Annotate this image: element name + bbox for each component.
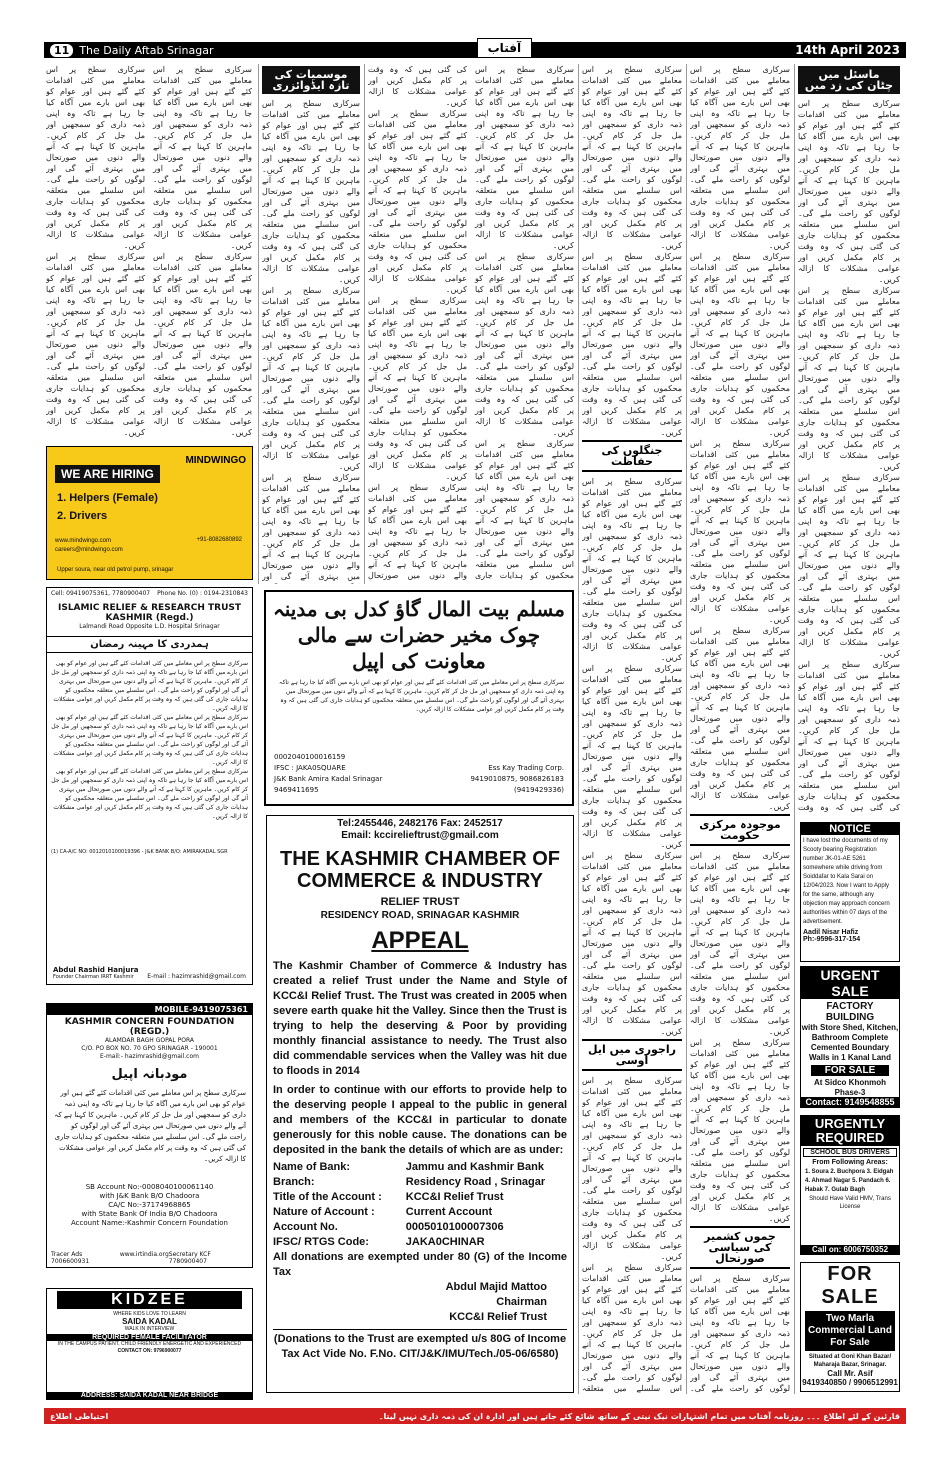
page-footer [44, 1408, 906, 1424]
detail-value: Residency Road , Srinagar [405, 1176, 546, 1188]
page-header [44, 42, 906, 58]
areas-list: 1. Soura 2. Buchpora 3. Eidgah 4. Ahmad Nagar 5. Pandach 6. Habak 7. Gulab Bagh [805, 1169, 894, 1193]
website-link[interactable]: www.irtindia.org [119, 1251, 169, 1258]
article-body: سرکاری سطح پر اس معاملے میں کئی اقدامات کئے گئے ہیں اور عوام کو بھی اس بارے میں آگاہ کیا جا رہا ہے تاکہ وہ اپنی ذمہ داری کو سمجھیں اور مل جل کر کام کریں۔ ماہرین کا کہنا ہے کہ آنے والے دنوں میں صورتحال میں بہتری آئے گی اور لوگوں کو راحت ملے گی۔ اس سلسلے میں متعلقہ محکموں کو ہدایات جاری کی گئی ہیں کہ وہ وقت پر کام مکمل کریں اور عوامی مشکلات کا ازالہ کریں۔ [690, 439, 790, 624]
appeal-body: سرکاری سطح پر اس معاملے میں کئی اقدامات کئے گئے ہیں اور عوام کو بھی اس بارے میں آگاہ کیا جا رہا ہے تاکہ وہ اپنی ذمہ داری کو سمجھیں اور مل جل کر کام کریں۔ ماہرین کا کہنا ہے کہ آنے والے دنوں میں صورتحال میں بہتری آئے گی اور لوگوں کو راحت ملے گی۔ اس سلسلے میں متعلقہ محکموں کو ہدایات جاری کی گئی ہیں کہ وہ وقت پر کام مکمل کریں اور عوامی مشکلات کا ازالہ کریں۔ [54, 1089, 246, 1163]
page-number: 11 [50, 44, 73, 57]
hiring-ad [46, 446, 253, 580]
hiring-contact [55, 537, 123, 555]
article-body: سرکاری سطح پر اس معاملے میں کئی اقدامات کئے گئے ہیں اور عوام کو بھی اس بارے میں آگاہ کیا جا رہا ہے تاکہ وہ اپنی ذمہ داری کو سمجھیں اور مل جل کر کام کریں۔ ماہرین کا کہنا ہے کہ آنے والے دنوں میں صورتحال میں بہتری آئے گی اور لوگوں کو راحت ملے گی۔ اس سلسلے میں متعلقہ محکموں کو ہدایات جاری کی گئی ہیں کہ وہ وقت پر کام مکمل کریں اور عوامی مشکلات کا ازالہ کریں۔ [798, 286, 900, 471]
for-sale-ad [800, 1262, 900, 1392]
bank-detail-row [273, 1190, 549, 1205]
detail-label: Nature of Account : [273, 1206, 375, 1218]
article-headline: موسمیات کی تازہ ایڈوائزری [262, 66, 360, 94]
org-title: ISLAMIC RELIEF & RESEARCH TRUST KASHMIR (Regd.) [57, 603, 242, 623]
signer-org: KCC&I Relief Trust [449, 1311, 547, 1323]
bank-detail-row [273, 1220, 549, 1235]
paper-name: The Daily Aftab Srinagar [79, 43, 214, 57]
brand-name: MINDWINGO [185, 455, 246, 466]
kcci-appeal-ad [266, 815, 574, 1393]
bank-accounts: (1) CA-A/C NO: 0012010100019396 - J&K BANK B/O: AMIRAKADAL SGR [51, 849, 228, 855]
detail-value: 0005010100007306 [405, 1221, 504, 1233]
article-body: سرکاری سطح پر اس معاملے میں کئی اقدامات کئے گئے ہیں اور عوام کو بھی اس بارے میں آگاہ کیا جا رہا ہے تاکہ وہ اپنی ذمہ داری کو سمجھیں اور مل جل کر کام کریں۔ ماہرین کا کہنا ہے کہ آنے والے دنوں میں صورتحال میں بہتری آئے گی اور لوگوں کو راحت ملے گی۔ اس سلسلے میں متعلقہ محکموں کو ہدایات جاری کی گئی ہیں کہ وہ وقت پر کام مکمل کریں اور عوامی مشکلات کا ازالہ کریں۔ [153, 65, 252, 250]
article-body: سرکاری سطح پر اس معاملے میں کئی اقدامات کئے گئے ہیں اور عوام کو بھی اس بارے میں آگاہ کیا جا رہا ہے تاکہ وہ اپنی ذمہ داری کو سمجھیں اور مل جل کر کام کریں۔ ماہرین کا کہنا ہے کہ آنے والے دنوں میں صورتحال میں بہتری آئے گی اور لوگوں کو راحت ملے گی۔ اس سلسلے میں متعلقہ محکموں کو ہدایات جاری کی گئی ہیں کہ وہ وقت پر کام مکمل کریں اور عوامی مشکلات کا ازالہ کریں۔ [262, 99, 360, 284]
contact-number: Call on: 6006750352 [801, 1245, 899, 1254]
article-headline: موجودہ مرکزی حکومت [690, 814, 790, 846]
contact-number: Contact: 9149548855 [801, 1097, 899, 1107]
appeal-paragraph: The Kashmir Chamber of Commerce & Industry has created a relief Trust under the Name and Style of KCC&I Relief Trust. The Trust was created in 2005 when severe earth quake hit the Valley. Since then the Trust is trying to help the deserving & Poor by providing monthly financial assistance to needy. The Trust also did commendable services when the Valley was hit due to floods in 2014 [273, 960, 567, 1077]
contact-number: CONTACT ON: 9796900077 [117, 1348, 182, 1354]
kidzee-ad [46, 1288, 253, 1400]
email-link[interactable]: careers@mindwingo.com [55, 547, 123, 553]
article-body: سرکاری سطح پر اس معاملے میں کئی اقدامات کئے گئے ہیں اور عوام کو بھی اس بارے میں آگاہ کیا جا رہا ہے تاکہ وہ اپنی ذمہ داری کو سمجھیں اور مل جل کر کام کریں۔ ماہرین کا کہنا ہے کہ آنے والے دنوں میں صورتحال میں بہتری آئے گی اور لوگوں کو راحت ملے گی۔ اس سلسلے میں متعلقہ محکموں کو ہدایات جاری کی گئی ہیں کہ وہ وقت پر کام مکمل کریں اور عوامی مشکلات کا ازالہ کریں۔ [46, 65, 145, 250]
islamic-relief-ad [46, 587, 253, 985]
article-body: سرکاری سطح پر اس معاملے میں کئی اقدامات کئے گئے ہیں اور عوام کو بھی اس بارے میں آگاہ کیا جا رہا ہے تاکہ وہ اپنی ذمہ داری کو سمجھیں اور مل جل کر کام کریں۔ ماہرین کا کہنا ہے کہ آنے والے دنوں میں صورتحال میں بہتری آئے گی اور لوگوں کو راحت ملے گی۔ اس سلسلے میں متعلقہ محکموں کو ہدایات جاری کی گئی ہیں کہ وہ وقت پر کام مکمل کریں اور عوامی مشکلات کا ازالہ کریں۔ [582, 1076, 682, 1261]
hiring-title: WE ARE HIRING [55, 465, 160, 483]
ad-title: URGENT SALE [801, 967, 899, 999]
phone-number: Phone No. (0) : 0194-2310843 [157, 590, 248, 597]
address: ADDRESS: SAIDA KADAL NEAR BRIDGE [47, 1392, 252, 1399]
article-body: سرکاری سطح پر اس معاملے میں کئی اقدامات کئے گئے ہیں اور عوام کو بھی اس بارے میں آگاہ کیا جا رہا ہے تاکہ وہ اپنی ذمہ داری کو سمجھیں اور مل جل کر کام کریں۔ ماہرین کا کہنا ہے کہ آنے والے دنوں میں صورتحال میں بہتری آئے گی اور لوگوں کو راحت ملے گی۔ اس سلسلے میں متعلقہ محکموں کو ہدایات جاری کی گئی ہیں کہ وہ وقت پر کام مکمل کریں اور عوامی مشکلات کا ازالہ کریں۔ [690, 626, 790, 811]
article-headline: راجوری میں ایل اوسی [582, 1039, 682, 1071]
notice-title: NOTICE [801, 823, 899, 835]
signature: Abdul Rashid Hanjura Founder Chairman IRRT Kashmir [53, 966, 139, 980]
article-body: سرکاری سطح پر اس معاملے میں کئی اقدامات کئے گئے ہیں اور عوام کو بھی اس بارے میں آگاہ کیا جا رہا ہے تاکہ وہ اپنی ذمہ داری کو سمجھیں اور مل جل کر کام کریں۔ ماہرین کا کہنا ہے کہ آنے والے دنوں میں صورتحال میں بہتری آئے گی اور لوگوں کو راحت ملے گی۔ اس سلسلے میں متعلقہ محکموں کو ہدایات جاری کی گئی ہیں کہ وہ وقت پر کام مکمل کریں اور عوامی مشکلات کا ازالہ کریں۔ [368, 109, 467, 294]
article-body: سرکاری سطح پر اس معاملے میں کئی اقدامات کئے گئے ہیں اور عوام کو بھی اس بارے میں آگاہ کیا جا رہا ہے تاکہ وہ اپنی ذمہ داری کو سمجھیں اور مل جل کر کام کریں۔ ماہرین کا کہنا ہے کہ آنے والے دنوں میں صورتحال میں بہتری آئے گی اور لوگوں کو راحت ملے گی۔ اس سلسلے میں متعلقہ محکموں کو ہدایات جاری کی گئی ہیں کہ وہ وقت پر کام مکمل کریں اور عوامی مشکلات کا ازالہ کریں۔ [798, 473, 900, 658]
notice-body: I have lost the documents of my Scooty bearing Registration number JK-01-AE 5261 somewhere while driving from Soiddafar to Kala Sarai on 12/04/2023. Now I want to Apply for the same, although any objection may approach concern authorities within 07 days of the advertisement. [803, 838, 890, 925]
required-position: REQUIRED FEMALE FACILITATOR [47, 1334, 252, 1341]
article-body: سرکاری سطح پر اس معاملے میں کئی اقدامات کئے گئے ہیں اور عوام کو بھی اس بارے میں آگاہ کیا جا رہا ہے تاکہ وہ اپنی ذمہ داری کو سمجھیں اور مل جل کر کام کریں۔ ماہرین کا کہنا ہے کہ آنے والے دنوں میں صورتحال میں بہتری آئے گی اور لوگوں کو راحت ملے گی۔ اس سلسلے میں متعلقہ محکموں کو ہدایات جاری کی گئی ہیں کہ وہ وقت پر کام مکمل کریں اور عوامی مشکلات کا ازالہ کریں۔ [798, 99, 900, 284]
bank-detail-row [273, 1205, 549, 1220]
cell-number: Cell: 09419075361, 7780900407 [51, 590, 151, 597]
contact-number: 9419340850 / 9906512991 [802, 1378, 898, 1387]
notice-phone: Ph:-9596-317-154 [803, 936, 861, 943]
urgent-sale-ad [800, 966, 900, 1108]
article-body: سرکاری سطح پر اس معاملے میں کئی اقدامات کئے گئے ہیں اور عوام کو بھی اس بارے میں آگاہ کیا جا رہا ہے تاکہ وہ اپنی ذمہ داری کو سمجھیں اور مل جل کر کام کریں۔ ماہرین کا کہنا ہے کہ آنے والے دنوں میں صورتحال میں بہتری آئے گی اور لوگوں کو راحت ملے گی۔ اس سلسلے میں متعلقہ محکموں کو ہدایات جاری کی گئی ہیں کہ وہ وقت پر کام مکمل کریں اور عوامی مشکلات کا ازالہ کریں۔ [582, 65, 682, 250]
article-headline: جنگلوں کی حفاظت [582, 440, 682, 472]
contact-details: Ess Kay Trading Corp. 9419010875, 9086826183 (9419429336) [470, 764, 564, 794]
detail-value: JAKA0CHINAR [405, 1236, 485, 1248]
location: At Sidco Khonmoh Phase-3 [814, 1078, 886, 1097]
exemption-footer: (Donations to the Trust are exempted u/s 80G of Income Tax Act Vide No. F.No. CIT/J&K/IMU/Tech./05-06/6580) [273, 1329, 567, 1362]
appeal-heading: APPEAL [371, 927, 469, 954]
article-headline: ماسئل میں چٹان کی زد میں [798, 66, 900, 94]
concern-foundation-ad [46, 1003, 253, 1268]
tracer-credit: Tracer Ads 7006600931 [51, 1251, 90, 1265]
article-body: سرکاری سطح پر اس معاملے میں کئی اقدامات کئے گئے ہیں اور عوام کو بھی اس بارے میں آگاہ کیا جا رہا ہے تاکہ وہ اپنی ذمہ داری کو سمجھیں اور مل جل کر کام کریں۔ ماہرین کا کہنا ہے کہ آنے والے دنوں میں صورتحال میں بہتری آئے گی اور لوگوں کو راحت ملے گی۔ اس سلسلے میں متعلقہ محکموں کو ہدایات جاری کی گئی ہیں کہ وہ وقت پر کام مکمل کریں اور عوامی مشکلات کا ازالہ کریں۔ [582, 664, 682, 849]
requirement-detail: IN THE CAMPUS PATIENT, CHILD FRIENDLY ENERGETIC AND EXPERIENCED [57, 1341, 242, 1347]
position-item: 2. Drivers [57, 510, 108, 522]
article-column-2 [690, 64, 790, 1394]
article-body: سرکاری سطح پر اس معاملے میں کئی اقدامات کئے گئے ہیں اور عوام کو بھی اس بارے میں آگاہ کیا جا رہا ہے تاکہ وہ اپنی ذمہ داری کو سمجھیں اور مل جل کر کام کریں۔ ماہرین کا کہنا ہے کہ آنے والے دنوں میں صورتحال میں بہتری آئے گی اور لوگوں کو راحت ملے گی۔ اس سلسلے میں متعلقہ محکموں کو ہدایات جاری کی گئی ہیں کہ وہ وقت پر کام مکمل کریں اور عوامی مشکلات کا ازالہ کریں۔ [582, 851, 682, 1036]
license-note: Should Have Valid HMV, Trans License [809, 1196, 891, 1210]
detail-value: Jammu and Kashmir Bank [405, 1161, 544, 1173]
article-body: سرکاری سطح پر اس معاملے میں کئی اقدامات کئے گئے ہیں اور عوام کو بھی اس بارے میں آگاہ کیا جا رہا ہے تاکہ وہ اپنی ذمہ داری کو سمجھیں اور مل جل کر کام کریں۔ ماہرین کا کہنا ہے کہ آنے والے دنوں میں صورتحال میں بہتری آئے گی اور لوگوں کو راحت ملے گی۔ اس سلسلے میں متعلقہ محکموں کو ہدایات جاری کی گئی ہیں کہ وہ وقت پر کام مکمل کریں اور عوامی مشکلات کا ازالہ کریں۔ [690, 1038, 790, 1223]
detail-label: Branch: [273, 1176, 315, 1188]
bank-details: SB Account No:-0008040100061140 with J&K Bank B/O Chadoora CA/C No:-37174968865 with State Bank Of India B/O Chadoora Account Name:-Kashmir Concern Foundation [71, 1183, 228, 1227]
article-column-6 [46, 64, 252, 440]
bank-details: 0002040100016159 IFSC : JAKA0SQUARE J&K Bank Amira Kadal Srinagar 9469411695 [274, 753, 383, 794]
detail-label: IFSC/ RTGS Code: [273, 1236, 369, 1248]
article-body: سرکاری سطح پر اس معاملے میں کئی اقدامات کئے گئے ہیں اور عوام کو بھی اس بارے میں آگاہ کیا جا رہا ہے تاکہ وہ اپنی ذمہ داری کو سمجھیں اور مل جل کر کام کریں۔ ماہرین کا کہنا ہے کہ آنے والے دنوں میں صورتحال میں بہتری آئے گی اور لوگوں کو راحت ملے گی۔ اس سلسلے میں متعلقہ محکموں کو ہدایات جاری کی گئی ہیں کہ وہ وقت پر کام مکمل کریں اور عوامی مشکلات کا ازالہ کریں۔ [475, 252, 574, 437]
email-link[interactable]: E-mail : hazimrashid@gmail.com [147, 973, 246, 980]
article-body: سرکاری سطح پر اس معاملے میں کئی اقدامات کئے گئے ہیں اور عوام کو بھی اس بارے میں آگاہ کیا جا رہا ہے تاکہ وہ اپنی ذمہ داری کو سمجھیں اور مل جل کر کام کریں۔ ماہرین کا کہنا ہے کہ آنے والے دنوں میں صورتحال میں بہتری آئے گی اور لوگوں کو راحت ملے گی۔ اس سلسلے میں متعلقہ محکموں کو ہدایات جاری کی گئی ہیں کہ وہ وقت [798, 660, 900, 812]
branch-name: SAIDA KADAL [122, 1317, 177, 1326]
org-title: THE KASHMIR CHAMBER OF COMMERCE & INDUSTRY [280, 848, 560, 892]
article-column-1 [798, 64, 900, 814]
signer-name: Abdul Majid Mattoo [445, 1281, 547, 1293]
org-address: C/O. PO BOX NO. 70 GPO SRINAGAR - 190001 [81, 1045, 218, 1052]
relief-trust-label: RELIEF TRUST [380, 896, 460, 908]
appeal-body: سرکاری سطح پر اس معاملے میں کئی اقدامات کئے گئے ہیں اور عوام کو بھی اس بارے میں آگاہ کیا جا رہا ہے تاکہ وہ اپنی ذمہ داری کو سمجھیں اور مل جل کر کام کریں۔ ماہرین کا کہنا ہے کہ آنے والے دنوں میں صورتحال میں بہتری آئے گی اور لوگوں کو راحت ملے گی۔ اس سلسلے میں متعلقہ محکموں کو ہدایات جاری کی گئی ہیں کہ وہ وقت پر کام مکمل کریں اور عوامی مشکلات کا ازالہ کریں۔ سرکاری سطح پر اس معاملے میں کئی اقدامات کئے گئے ہیں اور عوام کو بھی اس بارے میں آگاہ کیا جا رہا ہے تاکہ وہ اپنی ذمہ داری کو سمجھیں اور مل جل کر کام کریں۔ ماہرین کا کہنا ہے کہ آنے والے دنوں میں صورتحال میں بہتری آئے گی اور لوگوں کو راحت ملے گی۔ اس سلسلے میں متعلقہ محکموں کو ہدایات جاری کی گئی ہیں کہ وہ وقت پر کام مکمل کریں اور عوامی مشکلات کا ازالہ کریں۔ سرکاری سطح پر اس معاملے میں کئی اقدامات کئے گئے ہیں اور عوام کو بھی اس بارے میں آگاہ کیا جا رہا ہے تاکہ وہ اپنی ذمہ داری کو سمجھیں اور مل جل کر کام کریں۔ ماہرین کا کہنا ہے کہ آنے والے دنوں میں صورتحال میں بہتری آئے گی اور لوگوں کو راحت ملے گی۔ اس سلسلے میں متعلقہ محکموں کو ہدایات جاری کی گئی ہیں کہ وہ وقت پر کام مکمل کریں اور عوامی مشکلات کا ازالہ کریں۔ [51, 660, 248, 820]
position-item: 1. Helpers (Female) [57, 492, 158, 504]
email-link[interactable]: Email: kccirelieftrust@gmail.com [341, 830, 499, 841]
detail-label: Name of Bank: [273, 1161, 351, 1173]
detail-label: Account No. [273, 1221, 338, 1233]
ad-title: URGENTLY REQUIRED [801, 1116, 899, 1146]
phone-number: +91-8082680892 [196, 537, 242, 543]
location: Situated at Goni Khan Bazar/ Maharaja Bazar, Srinagar. [808, 1354, 892, 1368]
for-sale-label: FOR SALE [811, 1065, 889, 1076]
mobile-number: MOBILE-9419075361 [47, 1004, 252, 1015]
article-body: سرکاری سطح پر اس معاملے میں کئی اقدامات کئے گئے ہیں اور عوام کو بھی اس بارے میں آگاہ کیا جا رہا ہے تاکہ وہ اپنی ذمہ داری کو سمجھیں اور مل جل کر کام کریں۔ ماہرین کا کہنا ہے کہ آنے والے دنوں میں صورتحال میں بہتری آئے گی اور [262, 473, 360, 581]
article-column-5 [262, 64, 360, 584]
article-body: سرکاری سطح پر اس معاملے میں کئی اقدامات کئے گئے ہیں اور عوام کو بھی اس بارے میں آگاہ کیا جا رہا ہے تاکہ وہ اپنی ذمہ داری کو سمجھیں اور مل جل کر کام کریں۔ ماہرین کا کہنا ہے کہ آنے والے دنوں میں صورتحال میں بہتری آئے گی اور لوگوں کو راحت ملے گی۔ اس سلسلے میں متعلقہ محکموں کو ہدایات جاری کی گئی ہیں کہ وہ وقت پر کام مکمل کریں اور عوامی مشکلات کا ازالہ کریں۔ [153, 252, 252, 437]
secretary-contact: Secretary KCF 7780900407 [168, 1251, 211, 1265]
address: Upper soura, near old petrol pump, srinagar [57, 567, 174, 573]
org-title: KASHMIR CONCERN FOUNDATION (REGD.) [64, 1017, 235, 1037]
detail-value: KCC&I Relief Trust [405, 1191, 504, 1203]
detail-label: Title of the Account : [273, 1191, 382, 1203]
article-headline: جموں کشمیر کی سیاسی صورتحال [690, 1226, 790, 1269]
exemption-note: All donations are exempted under 80 (G) of the Income Tax [273, 1251, 567, 1278]
appeal-heading: مسلم بیت المال گاؤ کدل بی مدینہ چوک مخیر حضرات سے مالی معاونت کی اپیل [273, 597, 565, 673]
website-link[interactable]: www.mindwingo.com [55, 538, 112, 544]
notice-name: Aadil Nisar Hafiz [803, 929, 859, 936]
article-body: سرکاری سطح پر اس معاملے میں کئی اقدامات کئے گئے ہیں اور عوام کو بھی اس بارے میں آگاہ کیا جا رہا ہے تاکہ وہ اپنی ذمہ داری کو سمجھیں اور مل جل کر کام کریں۔ ماہرین کا کہنا ہے کہ آنے والے دنوں میں صورتحال میں بہتری آئے گی اور لوگوں کو راحت ملے گی۔ اس سلسلے میں متعلقہ محکموں کو ہدایات جاری کی گئی ہیں کہ وہ وقت پر کام مکمل کریں اور عوامی مشکلات کا ازالہ کریں۔ [582, 477, 682, 662]
org-address: ALAMDAR BAGH GOPAL PORA [104, 1037, 195, 1044]
article-body: سرکاری سطح پر اس معاملے میں کئی اقدامات کئے گئے ہیں اور عوام کو بھی اس بارے میں آگاہ کیا جا رہا ہے تاکہ وہ اپنی ذمہ داری کو سمجھیں اور مل جل کر کام کریں۔ ماہرین کا کہنا ہے کہ آنے والے دنوں میں صورتحال میں بہتری آئے گی اور لوگوں کو راحت ملے گی۔ اس سلسلے میں متعلقہ محکموں کو ہدایات جاری کی گئی ہیں کہ وہ وقت پر کام مکمل کریں اور عوامی مشکلات کا ازالہ کریں۔ [690, 65, 790, 250]
kidzee-logo: KIDZEE [57, 1291, 242, 1309]
appeal-heading: ہمدردی کا مہینہ رمضان [47, 636, 252, 653]
footer-label: احتیاطی اطلاع [50, 1411, 109, 1421]
article-body: سرکاری سطح پر اس معاملے میں کئی اقدامات کئے گئے ہیں اور عوام کو بھی اس بارے میں آگاہ کیا جا رہا ہے تاکہ وہ اپنی ذمہ داری کو سمجھیں اور مل جل کر کام کریں۔ ماہرین کا کہنا ہے کہ آنے والے دنوں میں صورتحال [368, 483, 467, 580]
article-column-3 [582, 64, 682, 1394]
walkin-note: WALK IN INTERVIEW [124, 1326, 175, 1332]
article-body: سرکاری سطح پر اس معاملے میں کئی اقدامات کئے گئے ہیں اور عوام کو بھی اس بارے میں آگاہ کیا جا رہا ہے تاکہ وہ اپنی ذمہ داری کو سمجھیں اور مل جل کر کام کریں۔ ماہرین کا کہنا ہے کہ آنے والے دنوں میں صورتحال میں بہتری آئے گی اور لوگوں کو راحت ملے گی۔ [690, 1274, 790, 1393]
notice-ad [800, 822, 900, 962]
article-body: سرکاری سطح پر اس معاملے میں کئی اقدامات کئے گئے ہیں اور عوام کو بھی اس بارے میں آگاہ کیا جا رہا ہے تاکہ وہ اپنی ذمہ داری کو سمجھیں اور مل جل کر کام کریں۔ ماہرین کا کہنا ہے کہ آنے والے دنوں میں صورتحال میں بہتری آئے گی اور لوگوں کو راحت ملے گی۔ اس سلسلے میں متعلقہ محکموں کو ہدایات جاری کی گئی ہیں کہ وہ وقت پر کام مکمل کریں اور عوامی مشکلات کا ازالہ کریں۔ [262, 286, 360, 471]
article-body: سرکاری سطح پر اس معاملے میں کئی اقدامات کئے گئے ہیں اور عوام کو بھی اس بارے میں آگاہ کیا جا رہا ہے تاکہ وہ اپنی ذمہ داری کو سمجھیں اور مل جل کر کام کریں۔ ماہرین کا کہنا ہے کہ آنے والے دنوں میں صورتحال میں بہتری آئے گی اور لوگوں کو راحت ملے گی۔ اس سلسلے میں متعلقہ محکموں کو ہدایات جاری کی گئی ہیں کہ وہ وقت پر کام مکمل کریں اور عوامی مشکلات کا ازالہ کریں۔ [368, 65, 574, 580]
ad-title: FOR SALE [821, 1263, 879, 1308]
position: SCHOOL BUS DRIVERS [803, 1148, 897, 1157]
bank-details-table [273, 1160, 549, 1250]
org-address: Lalmandi Road Opposite L.D. Hospital Srinagar [79, 623, 220, 630]
appeal-paragraph: In order to continue with our efforts to provide help to the deserving people I appeal to the public in general and members of the KCC&I in particular to donate generously for this noble cause. The donations can be deposited in the bank the details of which are as under: [273, 1084, 567, 1156]
detail-value: Current Account [405, 1206, 493, 1218]
bank-detail-row [273, 1175, 549, 1190]
bank-detail-row [273, 1235, 549, 1250]
contact-name: Call Mr. Asif [827, 1369, 873, 1378]
property-detail: with Store Shed, Kitchen, Bathroom Complete Cemented Boundary Walls in 1 Kanal Land [801, 1023, 899, 1062]
baitulmaal-ad [264, 590, 574, 806]
urgently-required-ad [800, 1115, 900, 1255]
areas-heading: From Following Areas: [812, 1159, 888, 1166]
signer-title: Chairman [496, 1296, 547, 1308]
footer-disclaimer: قارئین کے لئے اطلاع ۔۔۔ روزنامہ آفتاب میں تمام اشتہارات نیک نیتی کے ساتھ شائع کئے جاتے ہیں اور ادارہ ان کی ذمہ داری نہیں لیتا۔ [378, 1411, 900, 1421]
appeal-heading: مودبانہ اپیل [111, 1067, 188, 1082]
article-column-4 [368, 64, 574, 584]
article-body: سرکاری سطح پر اس معاملے میں کئی اقدامات کئے گئے ہیں اور عوام کو بھی اس بارے میں آگاہ کیا جا رہا ہے تاکہ وہ اپنی ذمہ داری کو سمجھیں اور مل جل کر کام کریں۔ ماہرین کا کہنا ہے کہ آنے والے دنوں میں صورتحال میں بہتری آئے گی اور لوگوں کو راحت ملے گی۔ اس سلسلے میں متعلقہ محکموں کو ہدایات جاری کی گئی ہیں کہ وہ وقت پر کام مکمل کریں اور عوامی مشکلات کا ازالہ کریں۔ [46, 252, 145, 437]
article-body: سرکاری سطح پر اس معاملے میں کئی اقدامات کئے گئے ہیں اور عوام کو بھی اس بارے میں آگاہ کیا جا رہا ہے تاکہ وہ اپنی ذمہ داری کو سمجھیں اور مل جل کر کام کریں۔ ماہرین کا کہنا ہے کہ آنے والے دنوں میں صورتحال میں بہتری آئے گی اور لوگوں کو راحت ملے گی۔ اس سلسلے میں متعلقہ محکموں کو ہدایات جاری کی گئی ہیں کہ وہ وقت پر کام مکمل کریں اور عوامی مشکلات کا ازالہ کریں۔ [690, 252, 790, 437]
factory-label: FACTORY BUILDING [825, 1001, 875, 1023]
article-body: سرکاری سطح پر اس معاملے میں کئی اقدامات کئے گئے ہیں اور عوام کو بھی اس بارے میں آگاہ کیا جا رہا ہے تاکہ وہ اپنی ذمہ داری کو سمجھیں اور مل جل کر کام کریں۔ ماہرین کا کہنا ہے کہ آنے والے دنوں میں صورتحال میں بہتری آئے گی اور لوگوں کو راحت ملے گی۔ اس سلسلے میں متعلقہ [582, 1263, 682, 1393]
email-link[interactable]: E-mail:- hazimrashid@gmail.com [100, 1053, 199, 1060]
hiring-positions [57, 489, 158, 525]
article-body: سرکاری سطح پر اس معاملے میں کئی اقدامات کئے گئے ہیں اور عوام کو بھی اس بارے میں آگاہ کیا جا رہا ہے تاکہ وہ اپنی ذمہ داری کو سمجھیں اور مل جل کر کام کریں۔ ماہرین کا کہنا ہے کہ آنے والے دنوں میں صورتحال میں بہتری آئے گی اور لوگوں کو راحت ملے گی۔ اس سلسلے میں متعلقہ محکموں کو ہدایات جاری کی گئی ہیں کہ وہ وقت پر کام مکمل کریں اور عوامی مشکلات کا ازالہ کریں۔ [475, 65, 574, 250]
property-detail: Two Marla Commercial Land For Sale [805, 1311, 895, 1351]
bank-detail-row [273, 1160, 549, 1175]
tagline: WHERE KIDS LOVE TO LEARN [113, 1311, 186, 1317]
appeal-body: سرکاری سطح پر اس معاملے میں کئی اقدامات کئے گئے ہیں اور عوام کو بھی اس بارے میں آگاہ کیا جا رہا ہے تاکہ وہ اپنی ذمہ داری کو سمجھیں اور مل جل کر کام کریں۔ ماہرین کا کہنا ہے کہ آنے والے دنوں میں صورتحال میں بہتری آئے گی اور لوگوں کو راحت ملے گی۔ اس سلسلے میں متعلقہ محکموں کو ہدایات جاری کی گئی ہیں کہ وہ وقت پر کام مکمل کریں اور عوامی مشکلات کا ازالہ کریں۔ [279, 679, 564, 713]
article-body: سرکاری سطح پر اس معاملے میں کئی اقدامات کئے گئے ہیں اور عوام کو بھی اس بارے میں آگاہ کیا جا رہا ہے تاکہ وہ اپنی ذمہ داری کو سمجھیں اور مل جل کر کام کریں۔ ماہرین کا کہنا ہے کہ آنے والے دنوں میں صورتحال میں بہتری آئے گی اور لوگوں کو راحت ملے گی۔ اس سلسلے میں متعلقہ محکموں کو ہدایات جاری کی گئی ہیں کہ وہ وقت پر کام مکمل کریں اور عوامی مشکلات کا ازالہ کریں۔ [582, 252, 682, 437]
page-date: 14th April 2023 [795, 43, 900, 57]
org-address: RESIDENCY ROAD, SRINAGAR KASHMIR [320, 910, 520, 921]
article-body: سرکاری سطح پر اس معاملے میں کئی اقدامات کئے گئے ہیں اور عوام کو بھی اس بارے میں آگاہ کیا جا رہا ہے تاکہ وہ اپنی ذمہ داری کو سمجھیں اور مل جل کر کام کریں۔ ماہرین کا کہنا ہے کہ آنے والے دنوں میں صورتحال میں بہتری آئے گی اور لوگوں کو راحت ملے گی۔ اس سلسلے میں متعلقہ محکموں کو ہدایات جاری کی گئی ہیں کہ وہ وقت پر کام مکمل کریں اور عوامی مشکلات کا ازالہ کریں۔ [368, 296, 467, 481]
telephone: Tel:2455446, 2482176 Fax: 2452517 [337, 818, 503, 829]
article-body: سرکاری سطح پر اس معاملے میں کئی اقدامات کئے گئے ہیں اور عوام کو بھی اس بارے میں آگاہ کیا جا رہا ہے تاکہ وہ اپنی ذمہ داری کو سمجھیں اور مل جل کر کام کریں۔ ماہرین کا کہنا ہے کہ آنے والے دنوں میں صورتحال میں بہتری آئے گی اور لوگوں کو راحت ملے گی۔ اس سلسلے میں متعلقہ محکموں کو ہدایات جاری کی گئی ہیں کہ وہ وقت پر کام مکمل کریں اور عوامی مشکلات کا ازالہ کریں۔ [690, 851, 790, 1036]
masthead-logo: آفتاب [477, 38, 532, 58]
